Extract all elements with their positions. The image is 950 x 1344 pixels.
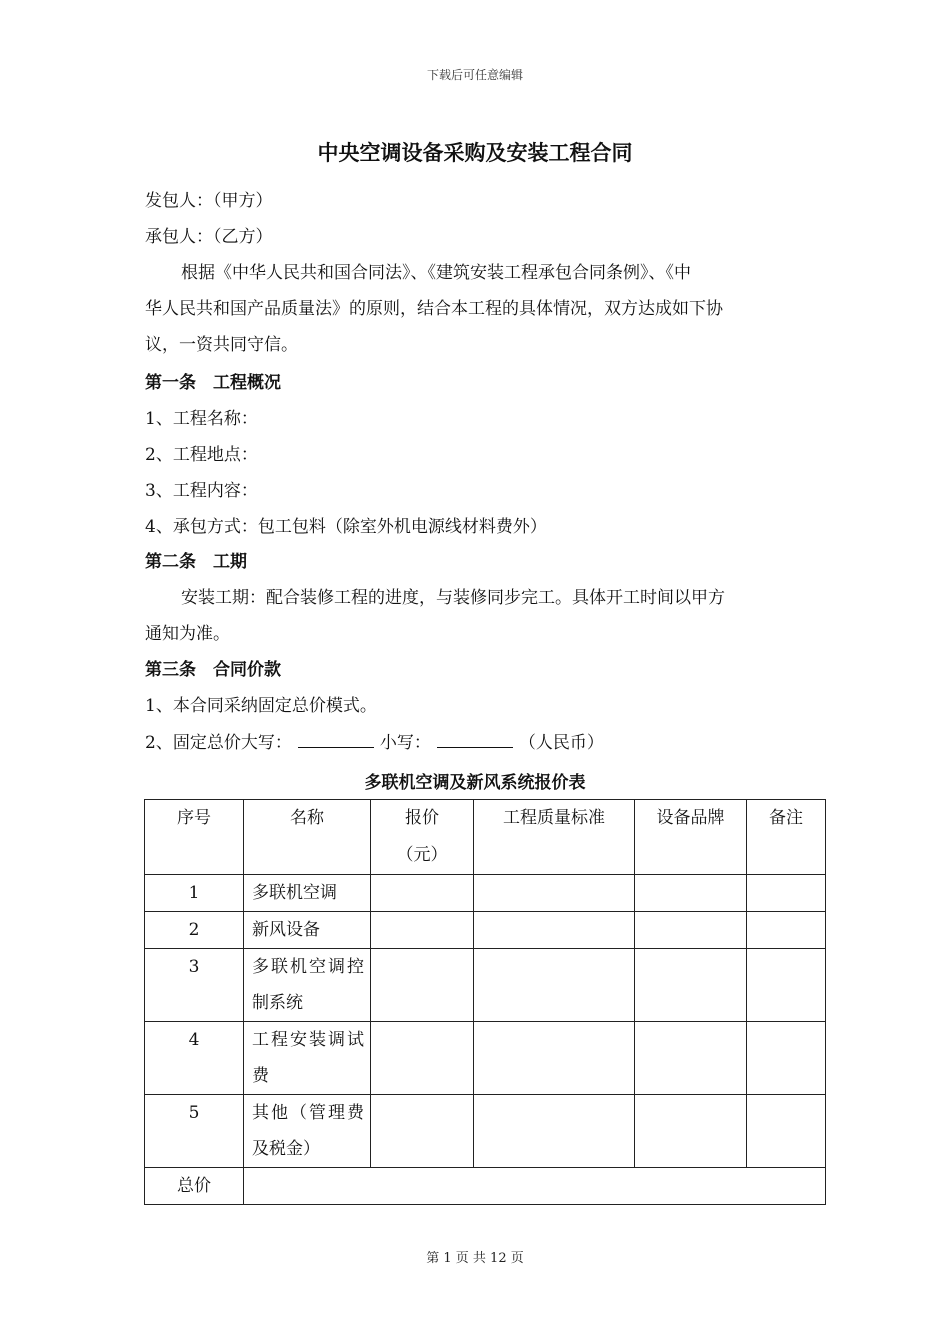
table-row bbox=[145, 875, 826, 912]
table-row bbox=[145, 1022, 826, 1095]
header-remarks: 备注 bbox=[747, 800, 826, 875]
party-b-line: 承包人：（乙方） bbox=[145, 227, 273, 247]
cell-price bbox=[371, 1095, 474, 1168]
cell-remarks bbox=[747, 912, 826, 949]
document-title: 中央空调设备采购及安装工程合同 bbox=[317, 141, 633, 165]
total-label: 总价 bbox=[145, 1168, 244, 1205]
total-value-cell bbox=[244, 1168, 826, 1205]
preamble-line-1: 根据《中华人民共和国合同法》、《建筑安装工程承包合同条例》、《中 bbox=[181, 263, 691, 283]
article3-item-1: 1、本合同采纳固定总价模式。 bbox=[145, 696, 377, 716]
cell-price bbox=[371, 949, 474, 1022]
cell-remarks bbox=[747, 1022, 826, 1095]
table-row bbox=[145, 912, 826, 949]
cell-price bbox=[371, 912, 474, 949]
cell-no: 1 bbox=[145, 875, 244, 912]
table-row bbox=[145, 1095, 826, 1168]
total-price-lowercase-blank bbox=[437, 731, 513, 748]
article3-item-2 bbox=[145, 731, 604, 754]
cell-price bbox=[371, 1022, 474, 1095]
article1-item-3: 3、工程内容： bbox=[145, 481, 258, 501]
cell-name: 新风设备 bbox=[244, 912, 371, 949]
cell-name: 其他（管理费及税金） bbox=[244, 1095, 371, 1168]
table-header-row bbox=[145, 800, 826, 875]
party-a-line: 发包人：（甲方） bbox=[145, 191, 273, 211]
cell-brand bbox=[635, 1095, 747, 1168]
cell-price bbox=[371, 875, 474, 912]
cell-name: 多联机空调 bbox=[244, 875, 371, 912]
header-price bbox=[371, 800, 474, 875]
header-no: 序号 bbox=[145, 800, 244, 875]
header-price-line-1: 报价 bbox=[405, 808, 439, 828]
cell-no: 2 bbox=[145, 912, 244, 949]
cell-remarks bbox=[747, 875, 826, 912]
cell-no: 4 bbox=[145, 1022, 244, 1095]
article2-heading: 第二条 工期 bbox=[145, 552, 247, 572]
article1-item-4: 4、承包方式：包工包料（除室外机电源线材料费外） bbox=[145, 517, 547, 537]
cell-brand bbox=[635, 1022, 747, 1095]
cell-name: 多联机空调控制系统 bbox=[244, 949, 371, 1022]
cell-quality bbox=[474, 1095, 635, 1168]
header-name: 名称 bbox=[244, 800, 371, 875]
article1-heading: 第一条 工程概况 bbox=[145, 373, 281, 393]
total-price-lowercase-label: 小写： bbox=[379, 733, 431, 753]
preamble-line-2: 华人民共和国产品质量法》的原则，结合本工程的具体情况，双方达成如下协 bbox=[145, 299, 723, 319]
article3-heading: 第三条 合同价款 bbox=[145, 660, 281, 680]
cell-quality bbox=[474, 949, 635, 1022]
article1-item-1: 1、工程名称： bbox=[145, 409, 258, 429]
page-footer: 第 1 页 共 12 页 bbox=[426, 1251, 524, 1266]
header-price-line-2: （元） bbox=[396, 845, 448, 865]
total-price-uppercase-label: 2、固定总价大写： bbox=[145, 733, 292, 753]
header-brand: 设备品牌 bbox=[635, 800, 747, 875]
cell-remarks bbox=[747, 949, 826, 1022]
cell-quality bbox=[474, 1022, 635, 1095]
cell-no: 5 bbox=[145, 1095, 244, 1168]
article1-item-2: 2、工程地点： bbox=[145, 445, 258, 465]
quote-table bbox=[144, 799, 826, 1205]
cell-brand bbox=[635, 912, 747, 949]
cell-remarks bbox=[747, 1095, 826, 1168]
article2-text-1: 安装工期：配合装修工程的进度，与装修同步完工。具体开工时间以甲方 bbox=[181, 588, 725, 608]
header-note: 下载后可任意编辑 bbox=[426, 68, 523, 82]
table-row bbox=[145, 949, 826, 1022]
cell-brand bbox=[635, 949, 747, 1022]
cell-no: 3 bbox=[145, 949, 244, 1022]
cell-name: 工程安装调试费 bbox=[244, 1022, 371, 1095]
total-price-uppercase-blank bbox=[298, 731, 374, 748]
article2-text-2: 通知为准。 bbox=[145, 624, 230, 644]
preamble-line-3: 议，一资共同守信。 bbox=[145, 335, 298, 355]
currency-note: （人民币） bbox=[518, 733, 604, 753]
cell-quality bbox=[474, 875, 635, 912]
cell-quality bbox=[474, 912, 635, 949]
cell-brand bbox=[635, 875, 747, 912]
header-quality-standard: 工程质量标准 bbox=[474, 800, 635, 875]
table-title: 多联机空调及新风系统报价表 bbox=[364, 773, 586, 793]
total-row bbox=[145, 1168, 826, 1205]
